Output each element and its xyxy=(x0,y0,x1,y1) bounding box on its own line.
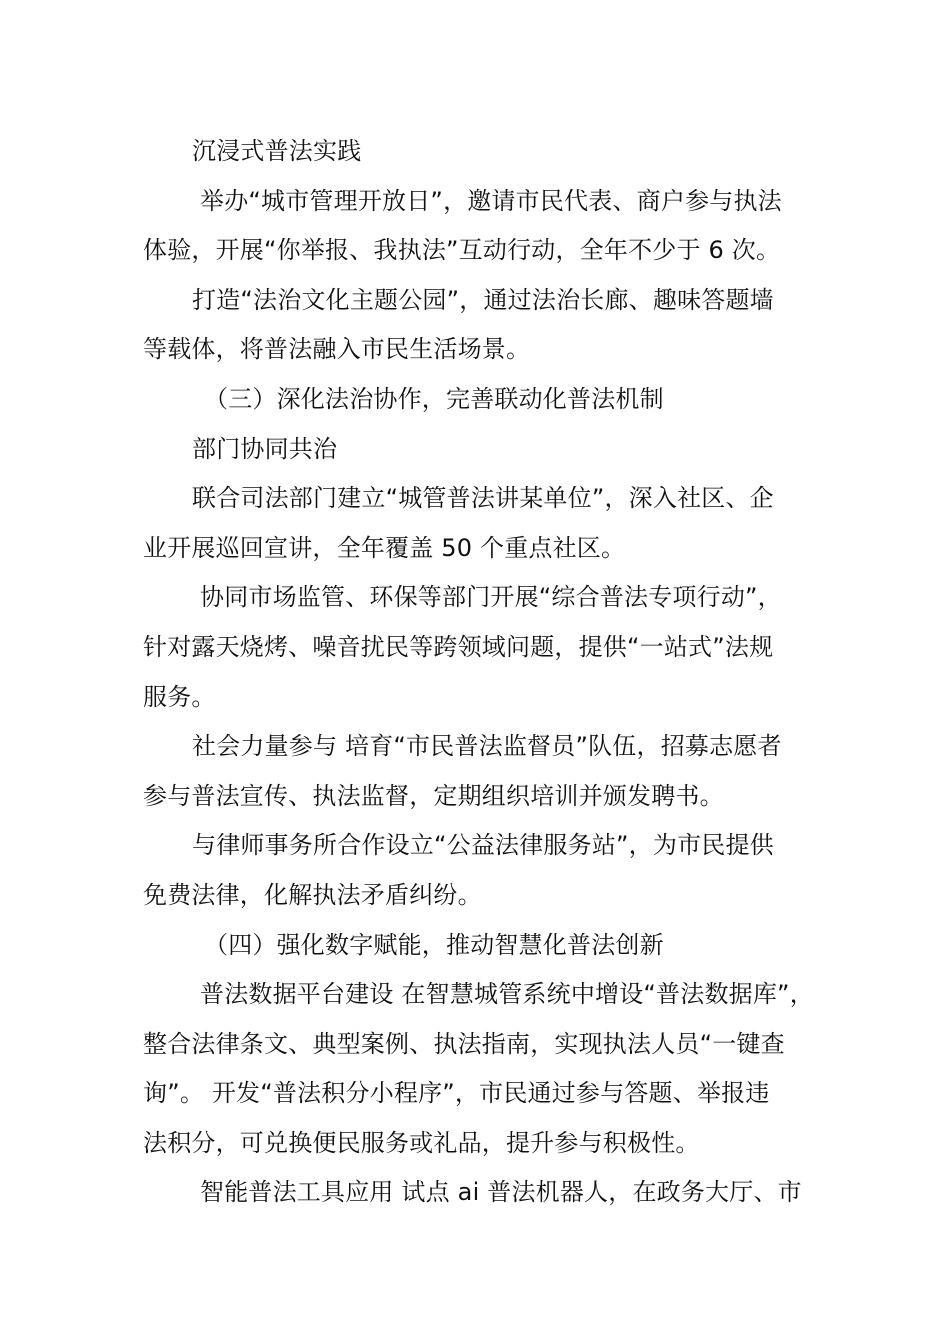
paragraph-line: 体验，开展“你举报、我执法”互动行动，全年不少于 6 次。 xyxy=(143,236,781,265)
section-heading: （三）深化法治协作，完善联动化普法机制 xyxy=(204,384,664,413)
paragraph-line: 业开展巡回宣讲，全年覆盖 50 个重点社区。 xyxy=(143,533,626,562)
paragraph-line: 服务。 xyxy=(143,682,216,711)
paragraph-line: 举办“城市管理开放日”，邀请市民代表、商户参与执法 xyxy=(200,186,782,215)
section-subheading: 部门协同共治 xyxy=(192,434,338,463)
paragraph-line: 参与普法宣传、执法监督，定期组织培训并颁发聘书。 xyxy=(143,781,724,810)
section-subheading: 沉浸式普法实践 xyxy=(192,137,362,165)
document-body xyxy=(143,127,813,1218)
paragraph-line: 法积分，可兑换便民服务或礼品，提升参与积极性。 xyxy=(143,1128,700,1157)
paragraph-line: 针对露天烧烤、噪音扰民等跨领域问题，提供“一站式”法规 xyxy=(143,632,774,661)
paragraph-line: 整合法律条文、典型案例、执法指南，实现执法人员“一键查 xyxy=(143,1029,785,1058)
paragraph-line: 询”。 开发“普法积分小程序”，市民通过参与答题、举报违 xyxy=(143,1079,770,1108)
paragraph-line: 智能普法工具应用 试点 ai 普法机器人，在政务大厅、市 xyxy=(200,1178,802,1207)
paragraph-line: 免费法律，化解执法矛盾纠纷。 xyxy=(143,880,482,909)
paragraph-line: 社会力量参与 培育“市民普法监督员”队伍，招募志愿者 xyxy=(192,732,782,761)
paragraph-line: 与律师事务所合作设立“公益法律服务站”，为市民提供 xyxy=(192,831,774,860)
paragraph-line: 普法数据平台建设 在智慧城管系统中增设“普法数据库”， xyxy=(200,980,814,1009)
paragraph-line: 等载体，将普法融入市民生活场景。 xyxy=(143,335,531,364)
paragraph-line: 协同市场监管、环保等部门开展“综合普法专项行动”， xyxy=(200,583,782,612)
section-heading: （四）强化数字赋能，推动智慧化普法创新 xyxy=(204,930,664,959)
paragraph-line: 打造“法治文化主题公园”，通过法治长廊、趣味答题墙 xyxy=(192,285,774,314)
paragraph-line: 联合司法部门建立“城管普法讲某单位”，深入社区、企 xyxy=(192,484,774,513)
